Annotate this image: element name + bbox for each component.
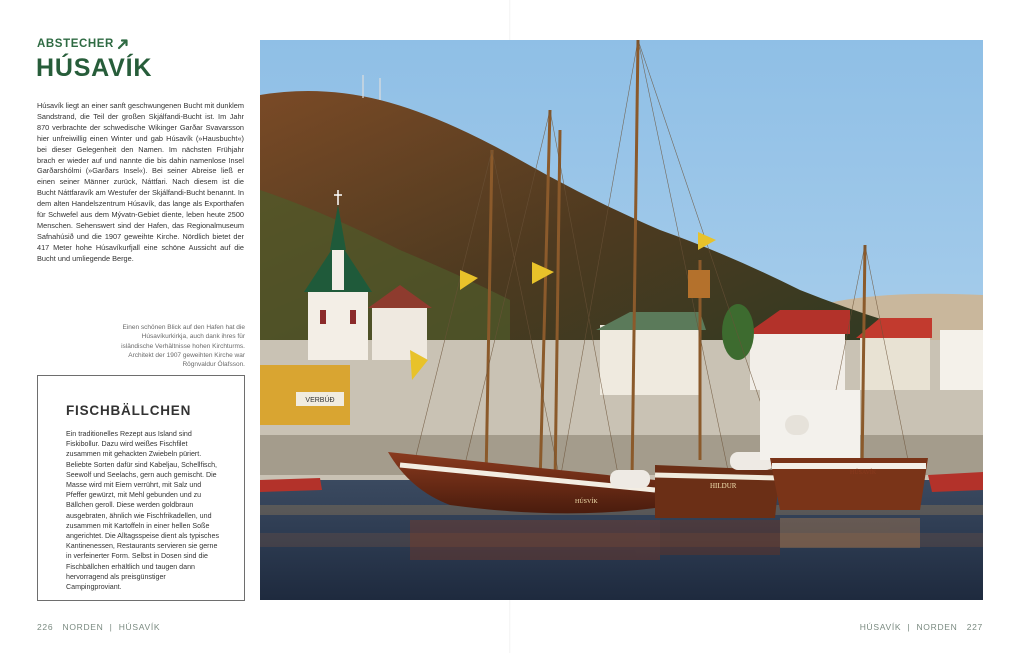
small-boat — [260, 478, 322, 492]
tree — [722, 304, 754, 360]
folio-separator-right: | — [907, 622, 911, 632]
folio-left — [37, 622, 160, 632]
section-kicker — [37, 38, 129, 50]
folio-section-right: NORDEN — [916, 622, 958, 632]
page-title: HÚSAVÍK — [36, 54, 153, 82]
info-box-text: Ein traditionelles Rezept aus Island sind Fiskibollur. Dazu wird weißes Fischfilet zusammen mit gehackten Zwiebeln püriert. Beliebte Sorten dafür sind Kabeljau, Schellfisch, Seewolf und Seelachs, gern auch gemischt. Die Masse wird mit Eiern verrührt, mit Salz und Pfeffer gewürzt, mit Mehl gebunden und zu Bällchen geroll. Diese werden goldbraun ausgebraten, ähnlich wie Fischfrikadellen, und zusammen mit Kartoffeln in einer hellen Soße angerichtet. Die Alltagsspeise dient als typisches Kantinenessen, Restaurants servieren sie gerne in verfeinerter Form. Selbst in Dosen sind die Fischbällchen erhältlich und taugen dann hervorragend als preisgünstiger Campingproviant. — [66, 430, 219, 592]
folio-section-left: NORDEN — [62, 622, 104, 632]
crows-nest — [688, 270, 710, 298]
folio-separator-left: | — [109, 622, 113, 632]
page-number-right: 227 — [966, 622, 983, 632]
harbour-illustration — [260, 40, 983, 600]
boat-name: HÚSVÍK — [575, 499, 598, 505]
warehouse-sign: VERBÚÐ — [305, 397, 335, 404]
page-number-left: 226 — [37, 622, 54, 632]
info-box-title: FISCHBÄLLCHEN — [66, 403, 192, 418]
photo-caption: Einen schönen Blick auf den Hafen hat die Húsavíkurkirkja, auch dank ihres für isländische Verhältnisse hohen Kirchturms. Architekt der 1907 geweihten Kirche war Rögnvaldur Ólafsson. — [121, 324, 245, 369]
red-roof-houses — [596, 310, 983, 395]
folio-right — [860, 622, 983, 632]
harbour-photo — [260, 40, 983, 600]
kicker-label: ABSTECHER — [37, 38, 114, 50]
info-box — [37, 375, 245, 601]
boat-name: HÚSAVÍK — [850, 470, 877, 476]
small-boat — [928, 472, 983, 492]
arrow-up-right-icon — [117, 38, 129, 50]
boat-name: HILDUR — [710, 482, 737, 490]
folio-place-left: HÚSAVÍK — [118, 622, 161, 632]
folio-place-right: HÚSAVÍK — [859, 622, 902, 632]
body-paragraph: Húsavík liegt an einer sanft geschwungenen Bucht mit dunklem Sandstrand, die Teil der großen Skjálfandi-Bucht ist. Im Jahr 870 verbrachte der schwedische Wikinger Garðar Svavarsson hier unfreiwillig einen Winter und gab Húsavík (»Hausbucht«) bei dieser Gelegenheit den Namen. Im nächsten Frühjahr brach er wieder auf und nannte die bis dahin namenlose Insel Garðarshólmi (»Garðars Insel«). Bei seiner Abreise ließ er einen seiner Männer zurück, Náttfari. Nach diesem ist die Bucht Náttfaravík am Westufer der Skjálfandi-Bucht benannt. In dem alten Handelszentrum Húsavík, das lange als Exporthafen für Schwefel aus dem Mývatn-Gebiet diente, leben heute 2500 Menschen. Sehenswert sind der Hafen, das Regionalmuseum Safnahúsið und die 1907 geweihte Kirche. Nördlich bietet der 417 Meter hohe Húsavíkurfjall eine schöne Aussicht auf die Bucht und umliegende Berge. — [37, 101, 244, 263]
